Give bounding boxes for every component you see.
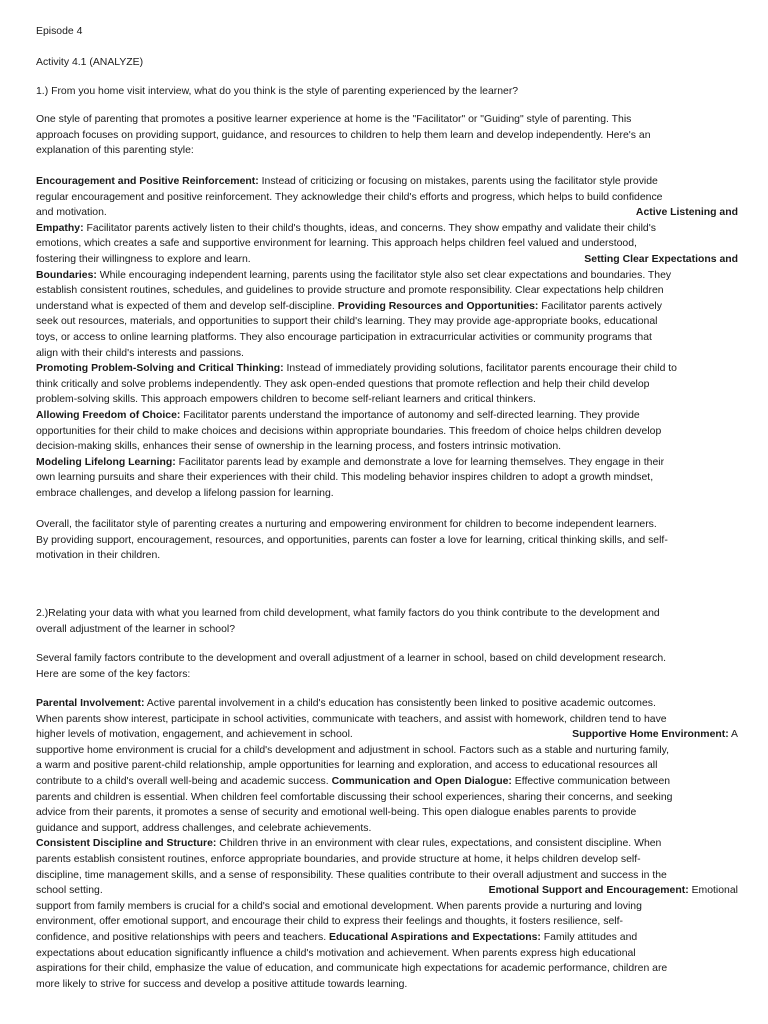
text-line xyxy=(36,899,738,915)
text-line xyxy=(36,346,738,362)
text-line xyxy=(36,221,738,237)
text-line xyxy=(36,836,738,852)
text-line xyxy=(36,790,738,806)
q1-conclusion-paragraph: Overall, the facilitator style of parenting creates a nurturing and empowering environment for children to become independent learners. By providing support, encouragement, resources, and opportunities, parents can foster a love for learning, critical thinking skills, and self- motivation in their children. xyxy=(36,519,668,562)
line-text: a warm and positive parent-child relationship, ample opportunities for learning and exploration, and access to educational resources all xyxy=(36,760,658,772)
line-right xyxy=(584,252,738,268)
subheading: Empathy: xyxy=(36,222,84,234)
text-line xyxy=(36,377,738,393)
line-text: Instead of immediately providing solutions, facilitator parents encourage their child to xyxy=(283,363,677,375)
line-right xyxy=(489,883,738,899)
text-line xyxy=(36,486,738,502)
text-line xyxy=(36,977,738,993)
line-text: Facilitator parents actively listen to their child's thoughts, ideas, and concerns. They show empathy and validate their child's xyxy=(83,222,656,234)
text-line xyxy=(36,805,738,821)
subheading: Setting Clear Expectations and xyxy=(584,253,738,265)
line-text: parents establish consistent routines, enforce appropriate boundaries, and provide structure at home, it helps children develop self- xyxy=(36,853,641,865)
line-text: confidence, and positive relationships with peers and teachers. xyxy=(36,931,330,943)
line-text: own learning pursuits and share their experiences with their child. This modeling behavior inspires children to adopt a growth mindset, xyxy=(36,472,654,484)
text-line xyxy=(36,868,738,884)
question-2: 2.)Relating your data with what you learned from child development, what family factors do you think contribute to the development and overall adjustment of the learner in school? xyxy=(36,608,660,635)
line-text: aspirations for their child, emphasize the value of education, and communicate high expectations for academic performance, children are xyxy=(36,963,668,975)
text-line xyxy=(36,470,738,486)
line-text: think critically and solve problems independently. They ask open-ended questions that promote reflection and help their child develop xyxy=(36,378,650,390)
text-line xyxy=(36,174,738,190)
subheading: Consistent Discipline and Structure: xyxy=(36,838,217,850)
text-line xyxy=(36,314,738,330)
line-text: discipline, time management skills, and a sense of responsibility. These qualities contribute to their overall adjustment and success in the xyxy=(36,869,667,881)
line-text: opportunities for their child to make choices and decisions within appropriate boundaries. This freedom of choice helps children develop xyxy=(36,425,662,437)
line-text: When parents show interest, participate in school activities, communicate with teachers, and assist with homework, children tend to have xyxy=(36,713,667,725)
line-text: decision-making skills, enhances their sense of ownership in the learning process, and fosters intrinsic motivation. xyxy=(36,441,562,453)
line-right xyxy=(572,727,738,743)
q1-intro-paragraph: One style of parenting that promotes a positive learner experience at home is the "Facilitator" or "Guiding" style of parenting. This approach focuses on providing support, guidance, and resources to children to help them learn and develop independently. Here's an explanation of this parenting style: xyxy=(36,114,651,157)
text-line xyxy=(36,727,738,743)
subheading: Communication and Open Dialogue: xyxy=(331,775,512,787)
line-text: higher levels of motivation, engagement, and achievement in school. xyxy=(36,729,353,741)
line-text: environment, offer emotional support, and encourage their child to express their feelings and thoughts, it fosters resilience, self- xyxy=(36,916,623,928)
subheading: Allowing Freedom of Choice: xyxy=(36,409,181,421)
text-line xyxy=(36,758,738,774)
line-text: Instead of criticizing or focusing on mistakes, parents using the facilitator style provide xyxy=(258,176,658,187)
line-text: fostering their willingness to explore and learn. xyxy=(36,253,251,265)
text-line xyxy=(36,236,738,252)
subheading: Promoting Problem-Solving and Critical Thinking: xyxy=(36,363,284,375)
subheading: Parental Involvement: xyxy=(36,698,145,709)
episode-heading: Episode 4 xyxy=(36,26,83,37)
line-text: Children thrive in an environment with clear rules, expectations, and consistent discipline. When xyxy=(216,838,662,850)
line-text: toys, or access to online learning platforms. They also encourage participation in extracurricular activities or community programs that xyxy=(36,331,652,343)
subheading: Boundaries: xyxy=(36,269,97,281)
line-text: While encouraging independent learning, parents using the facilitator style also set clear expectations and boundaries. They xyxy=(96,269,672,281)
text-line xyxy=(36,883,738,899)
subheading: Modeling Lifelong Learning: xyxy=(36,456,176,468)
line-text: Facilitator parents actively xyxy=(538,300,662,312)
line-text: and motivation. xyxy=(36,207,107,219)
line-text: Family attitudes and xyxy=(540,931,638,943)
text-line xyxy=(36,424,738,440)
line-text: supportive home environment is crucial for a child's development and adjustment in school. Factors such as a stable and nurturing family, xyxy=(36,744,670,756)
text-line xyxy=(36,821,738,837)
line-text: establish consistent routines, schedules, and guidelines to provide structure and promote responsibility. Clear expectations help children xyxy=(36,285,664,297)
subheading: Emotional Support and Encouragement: xyxy=(488,885,689,897)
q2-intro-paragraph: Several family factors contribute to the development and overall adjustment of a learner in school, based on child development research. Here are some of the key factors: xyxy=(36,653,667,680)
line-text: Facilitator parents understand the importance of autonomy and self-directed learning. They provide xyxy=(180,409,640,421)
line-text: contribute to a child's overall well-being and academic success. xyxy=(36,775,332,787)
text-line xyxy=(36,299,738,315)
line-text: parents and children is essential. When children feel comfortable discussing their school experiences, sharing their concerns, and seeking xyxy=(36,791,673,803)
line-text: Emotional xyxy=(688,885,738,897)
line-text: school setting. xyxy=(36,885,103,897)
text-line xyxy=(36,455,738,471)
activity-heading: Activity 4.1 (ANALYZE) xyxy=(36,57,144,68)
text-line xyxy=(36,268,738,284)
q2-family-factors-body xyxy=(36,696,738,992)
subheading: Educational Aspirations and Expectations: xyxy=(329,931,541,943)
line-text: Facilitator parents lead by example and demonstrate a love for learning themselves. They engage in their xyxy=(175,456,665,468)
text-line xyxy=(36,439,738,455)
line-text: emotions, which creates a safe and supportive environment for learning. This approach helps children feel valued and understood, xyxy=(36,238,637,250)
text-line xyxy=(36,696,738,712)
question-1: 1.) From you home visit interview, what do you think is the style of parenting experienced by the learner? xyxy=(36,86,519,97)
line-text: embrace challenges, and develop a lifelong passion for learning. xyxy=(36,487,334,499)
text-line xyxy=(36,712,738,728)
text-line xyxy=(36,205,738,221)
line-text: understand what is expected of them and develop self-discipline. xyxy=(36,300,338,312)
line-text: A xyxy=(728,729,738,741)
line-text: more likely to strive for success and develop a positive attitude towards learning. xyxy=(36,978,408,990)
line-right xyxy=(636,205,738,221)
text-line xyxy=(36,961,738,977)
line-text: Active parental involvement in a child's education has consistently been linked to positive academic outcomes. xyxy=(144,698,656,709)
text-line xyxy=(36,743,738,759)
subheading: Providing Resources and Opportunities: xyxy=(337,300,539,312)
line-text: support from family members is crucial for a child's social and emotional development. When parents provide a nurturing and loving xyxy=(36,900,642,912)
text-line xyxy=(36,774,738,790)
line-text: problem-solving skills. This approach empowers children to become self-reliant learners and critical thinkers. xyxy=(36,394,536,406)
q1-parenting-style-body xyxy=(36,174,738,501)
text-line xyxy=(36,392,738,408)
line-text: seek out resources, materials, and opportunities to support their child's learning. They may provide age-appropriate books, educational xyxy=(36,316,658,328)
line-text: align with their child's interests and passions. xyxy=(36,347,244,359)
text-line xyxy=(36,190,738,206)
text-line xyxy=(36,852,738,868)
subheading: Supportive Home Environment: xyxy=(572,729,729,741)
line-text: Effective communication between xyxy=(511,775,671,787)
text-line xyxy=(36,408,738,424)
text-line xyxy=(36,283,738,299)
line-text: advice from their parents, it promotes a sense of security and emotional well-being. This open dialogue enables parents to provide xyxy=(36,807,637,819)
subheading: Active Listening and xyxy=(635,207,738,219)
text-line xyxy=(36,361,738,377)
line-text: regular encouragement and positive reinforcement. They acknowledge their child's efforts and progress, which helps to build confidence xyxy=(36,191,663,203)
line-text: guidance and support, address challenges, and celebrate achievements. xyxy=(36,822,372,834)
text-line xyxy=(36,330,738,346)
subheading: Encouragement and Positive Reinforcement: xyxy=(36,176,259,187)
text-line xyxy=(36,946,738,962)
text-line xyxy=(36,930,738,946)
text-line xyxy=(36,914,738,930)
line-text: expectations about education significantly influence a child's motivation and achievement. When parents express high educational xyxy=(36,947,636,959)
text-line xyxy=(36,252,738,268)
